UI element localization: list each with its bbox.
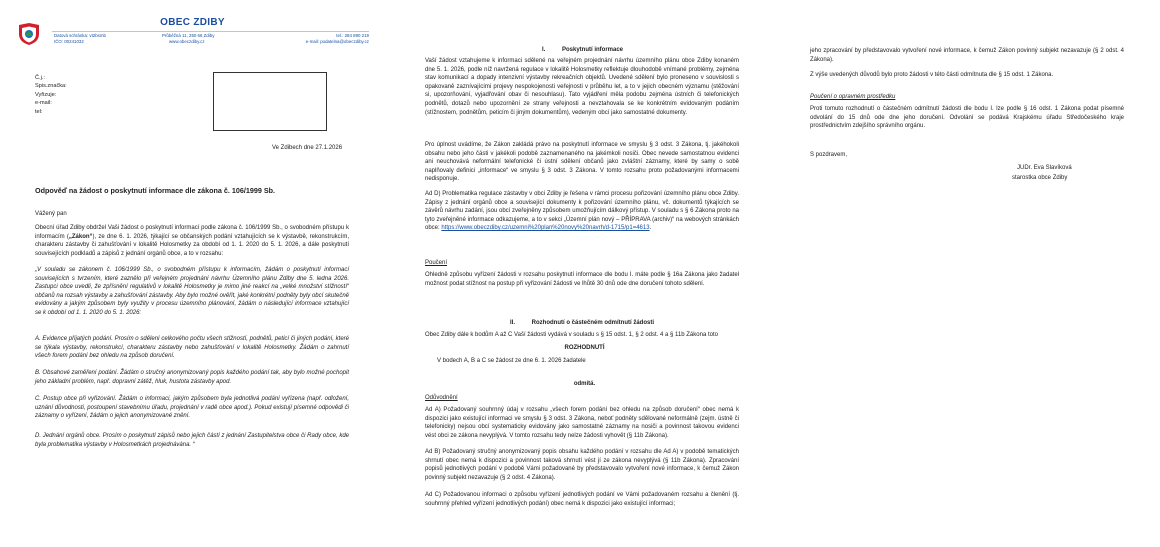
remedy-heading: Poučení o opravném prostředku (810, 94, 896, 100)
header-contact-col-2 (162, 33, 214, 44)
zoning-plan-archive-link[interactable]: https://www.obeczdiby.cz/uzemni%20plan%20novy%20navrh/d-1715/p1=4613 (441, 225, 650, 232)
request-item-c: C. Postup obce při vyřizování. Žádám o informaci, jakým způsobem byla jednotlivá podání vyřízena (např. odložení, uznání důvodnosti, postoupení stavebnímu úřadu, projednání v radě obce apod.). Pokud existují písemné odpovědi či záznamy o vyřízení, žádám o jejich anonymizované znění. (35, 396, 349, 420)
remedy-paragraph: Proti tomuto rozhodnutí o částečném odmítnutí žádosti dle bodu I. lze podle § 16 odst. 1 Zákona podat písemné odvolání do 15 dnů ode dne jeho doručení. Odvolání se podává Krajskému úřadu Středočeského kraje prostřednictvím zdejšího správního orgánu. (810, 106, 1124, 130)
request-item-b: B. Obsahové zaměření podání. Žádám o stručný anonymizovaný popis každého podání tak, aby bylo možné pochopit jeho základní problém, např. dopravní zátěž, hluk, hustota zástavby apod. (35, 370, 349, 385)
ico-number: IČO: 00241032 (54, 38, 84, 44)
section-2-heading: II. Rozhodnutí o částečném odmítnutí žádosti (510, 320, 655, 326)
instruction-paragraph: Ohledně způsobu vyřízení žádosti v rozsahu poskytnutí informace dle bodu I. máte podle § 16a Zákona jako žadatel možnost podat stížnost na postup při vyřizování žádosti ve lhůtě 30 dnů ode dne doručení tohoto sdělení. (425, 272, 739, 287)
header-divider (52, 31, 369, 32)
request-quote: „V souladu se zákonem č. 106/1999 Sb., o svobodném přístupu k informacím, žádám o poskytnutí informací souvisejících s tvrzením, které zaznělo při veřejném projednání návrhu Územního plánu Zdiby dne 5. ledna 2026. Zastupci obce uvedli, že zpřísnění regulativů v lokalitě Holosmetky je mimo jiné reakcí na „velké množství stížností“ občanů na rozsah výstavby a zahušťování zástavby. Aby bylo možné ověřit, jaké konkrétní podněty byly obcí skutečně evidovány a jakým způsobem byly využity v procesu územního plánování, žádám o následující informace vztahující se k období od 1. 1. 2020 do 5. 1. 2026: (35, 267, 349, 316)
greeting: Vážený pan (35, 211, 67, 217)
justification-heading: Odůvodnění (425, 395, 458, 401)
intro-paragraph (35, 224, 349, 258)
ref-number-label: Č.j.: (35, 75, 45, 81)
signer-role: starostka obce Zdiby (1012, 175, 1068, 181)
tel-label: tel: (35, 108, 43, 115)
section-2-intro: Obec Zdiby dále k bodům A až C Vaší žádosti vydává v souladu s § 15 odst. 1, § 2 odst. 4 a § 11b Zákona toto (425, 332, 718, 338)
closing-regards: S pozdravem, (810, 152, 848, 158)
intro-zakon: „Zákon“ (68, 233, 93, 240)
section-1-paragraph-ad-d (425, 190, 739, 233)
decision-line: V bodech A, B a C se žádost ze dne 6. 1. 2026 žadatele (437, 358, 586, 364)
rejection-reason: Z výše uvedených důvodů bylo proto žádosti v této části odmítnuta dle § 15 odst. 1 Zákona. (810, 72, 1054, 78)
request-item-a: A. Evidence přijatých podání. Prosím o sdělení celkového počtu všech stížností, podnětů, peticí či jiných podání, které se týkala výstavby, rekonstrukcí, charakteru zástavby nebo zahušťování v lokalitě Holosmetky. Žádám o zahrnutí všech forem podání bez ohledu na způsob doručení. (35, 336, 349, 360)
date-line: Ve Zdibech dne 27.1.2026 (272, 145, 343, 151)
intro-text-a: Obecní úřad Zdiby obdržel Vaši žádost o poskytnutí informací podle zákona č. 106/1999 Sb., o svobodném přístupu k informacím ( (35, 225, 349, 240)
ad-d-end: . (649, 225, 652, 232)
reference-labels (35, 74, 67, 116)
data-box-id: Datová schránka: vt2bsmb (54, 33, 106, 38)
decision-heading: ROZHODNUTÍ (564, 345, 605, 351)
letter-page-1 (0, 0, 385, 547)
ad-d-text: Ad D) Problematika regulace zástavby v obci Zdiby je řešena v rámci procesu pořizování územního plánu obce Zdiby. Zápisy z jednání orgánů obce a související dokumenty k pořizování územního plánu, vč. dokumentů týkajících se závěrů návrhu zadání, jsou obcí zveřejněny způsobem umožňujícím dálkový přístup. V souladu s § 6 Zákona proto na tyto zveřejněné informace odkazujeme, a to v sekci „Územní plán nový – PŘÍPRAVA (archiv)“ na webových stránkách obce: (425, 191, 739, 232)
ad-c-continuation: jeho zpracování by představovalo vytvoření nové informace, k čemuž Zákon povinný subjekt nezavazuje (§ 2 odst. 4 Zákona). (810, 48, 1124, 63)
section-1-heading: I. Poskytnutí informace (542, 47, 624, 53)
intro-text-b: ), ze dne 6. 1. 2026, týkající se občanských podání vztahujících se k výstavbě, rekonstrukcím, charakteru zástavby či zahušťování v lokalitě Holosmetky za období od 1. 1. 2020 do 5. 1. 2026, a dále poskytnutí souvisejících podkladů a zápisů z jednání orgánů obce, a to v rozsahu: (35, 233, 350, 257)
letter-page-3 (784, 0, 1160, 547)
letter-page-2 (392, 0, 777, 547)
email: e-mail: podatelna@obeczdiby.cz (305, 38, 369, 44)
file-mark-label: Spis.značka: (35, 83, 67, 90)
email-label: e-mail: (35, 100, 52, 107)
decision-rejects: odmítá. (573, 381, 596, 387)
request-item-d: D. Jednání orgánů obce. Prosím o poskytnutí zápisů nebo jejich částí z jednání Zastupitelstva obce či Rady obce, kde byla problematika výstavby v Holosmetkách projednávána. “ (35, 433, 349, 448)
section-1-paragraph-1: Vaší žádost vztahujeme k informaci sdělené na veřejném projednání návrhu územního plánu obce Zdiby konaném dne 5. 1. 2026, podle níž navržená regulace v lokalitě Holosmetky reflektuje dlouhodobě vnímané problémy, zejména stav komunikací a dopady intenzivní výstavby rekreačních objektů. Uvedené sdělení bylo proneseno v souvislosti s opakovaně zaznívajícími projevy nespokojenosti veřejnosti v průběhu let, a to v jejich obecném významu (stěžování si, upozorňování, vyjadřování obav či nesouhlasu). Tato vyjádření měla podobu zejména ústních či telefonických podnětů, dotazů nebo upozornění ze strany veřejnosti a nevztahovala se ke konkrétním evidovaným podáním (stížnostem, podnětům, peticím či jiným dokumentům), vedeným obcí jako samostatné dokumenty. (425, 58, 739, 116)
section-1-paragraph-2: Pro úplnost uvádíme, že Zákon zakládá právo na poskytnutí informace ve smyslu § 3 odst. 3 Zákona, tj. jakéhokoli obsahu nebo jeho části v jakékoli podobě zaznamenaného na jakémkoli nosiči. Obec nevede samostatnou evidenci ani neuchovává neformální telefonické či ústní sdělení občanů jako zvláštní záznamy, které by samy o sobě naplňovaly definici „informace“ ve smyslu § 3 odst. 3 Zákona. V tomto rozsahu proto požadovanými informacemi nedisponuje. (425, 142, 739, 183)
instruction-heading: Poučení (425, 260, 448, 266)
phone: tel.: 284 890 219 (336, 33, 369, 38)
justification-ad-b: Ad B) Požadovaný stručný anonymizovaný popis obsahu každého podání v rozsahu dle Ad A) v podobě tematických shrnutí obec nemá k dispozici a povinnost taková shrnutí vést jí ze zákona nevyplývá (§ 11b Zákona). Zpracování popisů jednotlivých podání v podobě Vámi požadované by představovalo vytvoření nové informace, k čemuž Zákon povinný subjekt nezavazuje (§ 2 odst. 4 Zákona). (425, 449, 739, 481)
street-address: Průběžná 11, 250 66 Zdiby (162, 33, 215, 38)
header-contact-col-3 (306, 33, 369, 44)
recipient-address-box (213, 72, 327, 131)
letter-title: Odpověď na žádost o poskytnutí informace dle zákona č. 106/1999 Sb. (35, 186, 276, 195)
header-contact-col-1 (54, 33, 106, 44)
justification-ad-c: Ad C) Požadovanou informaci o způsobu vyřízení jednotlivých podání ve Vámi požadovaném rozsahu a členění (tj. souhrnný přehled vyřízení jednotlivých podání) obec nemá k dispozici jako existující informaci; (425, 492, 739, 507)
handled-by-label: Vyřizuje: (35, 91, 57, 98)
website: www.obeczdiby.cz (169, 38, 205, 44)
signer-name: JUDr. Eva Slavíková (1017, 165, 1072, 171)
municipality-title: OBEC ZDIBY (160, 17, 225, 28)
justification-ad-a: Ad A) Požadovaný souhrnný údaj v rozsahu „všech forem podání bez ohledu na způsob doručení“ obec nemá k dispozici jako existující informaci ve smyslu § 3 odst. 3 Zákona, neboť podněty sdělované neformálně (zejm. ústně či telefonicky) nejsou obcí systematicky evidovány jako samostatné záznamy na nosiči a povinnost takovou evidenci vést obci ze zákona nevyplývá. V tomto rozsahu tedy nelze žádosti vyhovět (§ 11b Zákona). (425, 407, 739, 439)
